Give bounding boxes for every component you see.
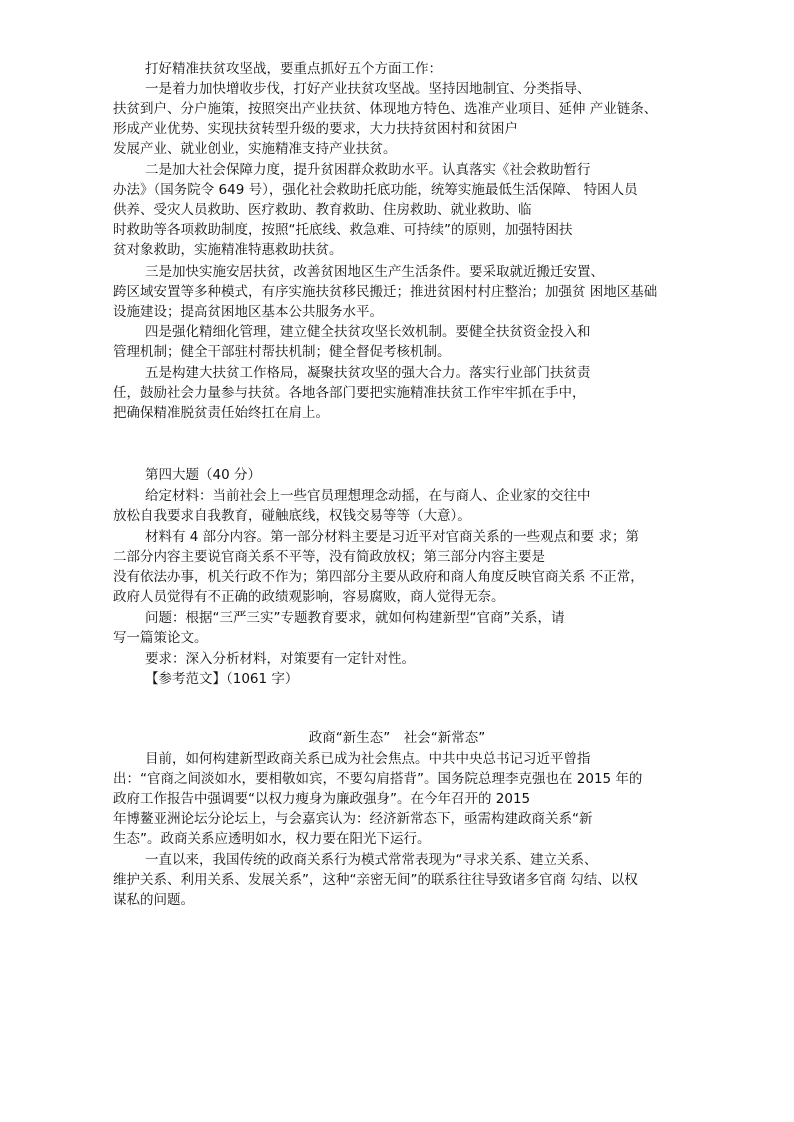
essay-text-line: 年博鳌亚洲论坛分论坛上，与会嘉宾认为：经济新常态下，亟需构建政商关系“新 [113,811,593,827]
question-text-line: 写一篇策论文。 [113,630,208,646]
body-text-line: 发展产业、就业创业，实施精准支持产业扶贫。 [113,141,397,157]
question-text-line: 问题：根据“三严三实”专题教育要求，就如何构建新型“官商”关系，请 [145,610,565,626]
body-text-line: 任，鼓励社会力量参与扶贫。各地各部门要把实施精准扶贫工作牢牢抓在手中， [113,385,586,401]
question-text-line: 没有依法办事，机关行政不作为；第四部分主要从政府和商人角度反映官商关系 不正常， [113,569,644,585]
body-text-line: 设施建设；提高贫困地区基本公共服务水平。 [113,304,383,320]
question-text-line: 要求：深入分析材料，对策要有一定针对性。 [145,651,415,667]
body-text-line: 供养、受灾人员救助、医疗救助、教育救助、住房救助、就业救助、临 [113,202,532,218]
essay-text-line: 生态”。政商关系应透明如水，权力要在阳光下运行。 [113,831,431,847]
essay-text-line: 政府工作报告中强调要“以权力瘦身为廉政强身”。在今年召开的 2015 [113,791,531,807]
body-text-line: 跨区域安置等多种模式，有序实施扶贫移民搬迁；推进贫困村村庄整治；加强贫 困地区基础 [113,284,658,300]
essay-text-line: 谋私的问题。 [113,892,194,908]
body-text-line: 三是加快实施安居扶贫，改善贫困地区生产生活条件。要采取就近搬迁安置、 [145,264,604,280]
body-text-line: 时救助等各项救助制度，按照“托底线、救急难、可持续”的原则，加强特困扶 [113,222,573,238]
body-text-line: 管理机制；健全干部驻村帮扶机制；健全督促考核机制。 [113,344,451,360]
body-text-line: 一是着力加快增收步伐，打好产业扶贫攻坚战。坚持因地制宜、分类指导、 [145,81,591,97]
question-text-line: 材料有 4 部分内容。第一部分材料主要是习近平对官商关系的一些观点和要 求；第 [145,529,639,545]
body-text-line: 贫对象救助，实施精准特惠救助扶贫。 [113,242,343,258]
essay-text-line: 维护关系、利用关系、发展关系”，这种“亲密无间”的联系往往导致诸多官商 勾结、以权 [113,872,638,888]
body-text-line: 办法》（国务院令 649 号），强化社会救助托底功能，统筹实施最低生活保障、 特困人员 [113,182,638,198]
question-text-line: 放松自我要求自我教育，碰触底线，权钱交易等等（大意）。 [113,508,471,524]
body-text-line: 形成产业优势、实现扶贫转型升级的要求，大力扶持贫困村和贫困户 [113,121,518,137]
essay-text-line: 目前，如何构建新型政商关系已成为社会焦点。中共中央总书记习近平曾指 [145,751,591,767]
body-text-line: 二是加大社会保障力度，提升贫困群众救助水平。认真落实《社会救助暂行 [145,162,591,178]
essay-title: 政商“新生态” 社会“新常态” [308,730,486,746]
question-text-line: 二部分内容主要说官商关系不平等，没有简政放权；第三部分内容主要是 [113,549,545,565]
essay-text-line: 一直以来，我国传统的政商关系行为模式常常表现为“寻求关系、建立关系、 [145,852,598,868]
essay-text-line: 出：“官商之间淡如水，要相敬如宾，不要勾肩搭背”。国务院总理李克强也在 2015 年的 [113,771,643,787]
question-text-line: 【参考范文】（1061 字） [145,671,299,687]
body-text-line: 四是强化精细化管理，建立健全扶贫攻坚长效机制。要健全扶贫资金投入和 [145,324,591,340]
body-text-line: 打好精准扶贫攻坚战，要重点抓好五个方面工作： [145,61,442,77]
body-text-line: 五是构建大扶贫工作格局，凝聚扶贫攻坚的强大合力。落实行业部门扶贫责 [145,365,591,381]
question-text-line: 政府人员觉得有不正确的政绩观影响，容易腐败，商人觉得无奈。 [113,589,505,605]
question-text-line: 给定材料：当前社会上一些官员理想理念动摇，在与商人、企业家的交往中 [145,488,591,504]
body-text-line: 把确保精准脱贫责任始终扛在肩上。 [113,405,329,421]
question-text-line: 第四大题（40 分） [145,467,261,483]
body-text-line: 扶贫到户、分户施策，按照突出产业扶贫、体现地方特色、选准产业项目、延伸 产业链条、 [113,101,658,117]
